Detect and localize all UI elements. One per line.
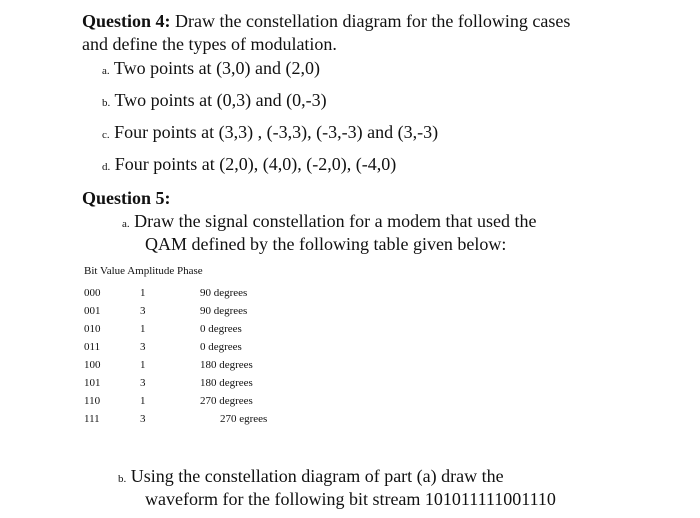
question-4-label: Question 4: xyxy=(82,11,171,31)
question-4-text: Draw the constellation diagram for the following cases xyxy=(170,11,571,31)
q5-part-b-line-2: waveform for the following bit stream 101011111001110 xyxy=(145,489,556,509)
table-cell-bits: 010 xyxy=(84,323,101,335)
qam-table-header: Bit Value Amplitude Phase xyxy=(84,265,203,277)
table-cell-phase: 270 egrees xyxy=(220,413,268,425)
table-cell-amplitude: 1 xyxy=(140,395,146,407)
q4-item-c xyxy=(102,121,438,146)
table-cell-amplitude: 3 xyxy=(140,305,146,317)
q4-item-d-text: Four points at (2,0), (4,0), (-2,0), (-4,0) xyxy=(114,154,397,174)
q4-item-b-marker: b. xyxy=(102,97,111,109)
table-cell-amplitude: 3 xyxy=(140,377,146,389)
q5-part-a-line-2: QAM defined by the following table given below: xyxy=(145,234,507,254)
table-cell-phase: 180 degrees xyxy=(200,359,253,371)
table-cell-phase: 90 degrees xyxy=(200,287,248,299)
q4-item-c-marker: c. xyxy=(102,129,110,141)
table-cell-bits: 000 xyxy=(84,287,101,299)
table-cell-phase: 180 degrees xyxy=(200,377,253,389)
q5-part-b-marker: b. xyxy=(118,473,127,485)
q4-item-c-text: Four points at (3,3) , (-3,3), (-3,-3) and (3,-3) xyxy=(114,122,439,142)
table-cell-amplitude: 3 xyxy=(140,413,146,425)
q5-part-b-line-1 xyxy=(118,465,504,490)
question-4-line-1 xyxy=(82,10,570,32)
q4-item-a-text: Two points at (3,0) and (2,0) xyxy=(113,58,321,78)
table-cell-phase: 0 degrees xyxy=(200,341,242,353)
table-cell-amplitude: 3 xyxy=(140,341,146,353)
table-cell-bits: 110 xyxy=(84,395,101,407)
q5-part-a-marker: a. xyxy=(122,218,130,230)
q4-item-b-text: Two points at (0,3) and (0,-3) xyxy=(114,90,327,110)
table-cell-amplitude: 1 xyxy=(140,287,146,299)
table-cell-phase: 0 degrees xyxy=(200,323,242,335)
q4-item-a-marker: a. xyxy=(102,65,110,77)
qam-table xyxy=(84,287,304,437)
table-cell-bits: 111 xyxy=(84,413,100,425)
table-cell-bits: 001 xyxy=(84,305,101,317)
table-cell-amplitude: 1 xyxy=(140,359,146,371)
table-cell-phase: 270 degrees xyxy=(200,395,253,407)
question-4-line-2: and define the types of modulation. xyxy=(82,34,337,54)
table-cell-amplitude: 1 xyxy=(140,323,146,335)
table-cell-phase: 90 degrees xyxy=(200,305,248,317)
q5-part-a-text: Draw the signal constellation for a modem that used the xyxy=(134,211,537,231)
table-cell-bits: 011 xyxy=(84,341,101,353)
q5-part-b-text: Using the constellation diagram of part (a) draw the xyxy=(130,466,504,486)
question-5-label: Question 5: xyxy=(82,188,171,208)
q5-part-a-line-1 xyxy=(122,210,537,235)
q4-item-d-marker: d. xyxy=(102,161,111,173)
q4-item-a xyxy=(102,57,320,82)
table-cell-bits: 100 xyxy=(84,359,101,371)
table-cell-bits: 101 xyxy=(84,377,101,389)
q4-item-d xyxy=(102,153,396,178)
q4-item-b xyxy=(102,89,327,114)
